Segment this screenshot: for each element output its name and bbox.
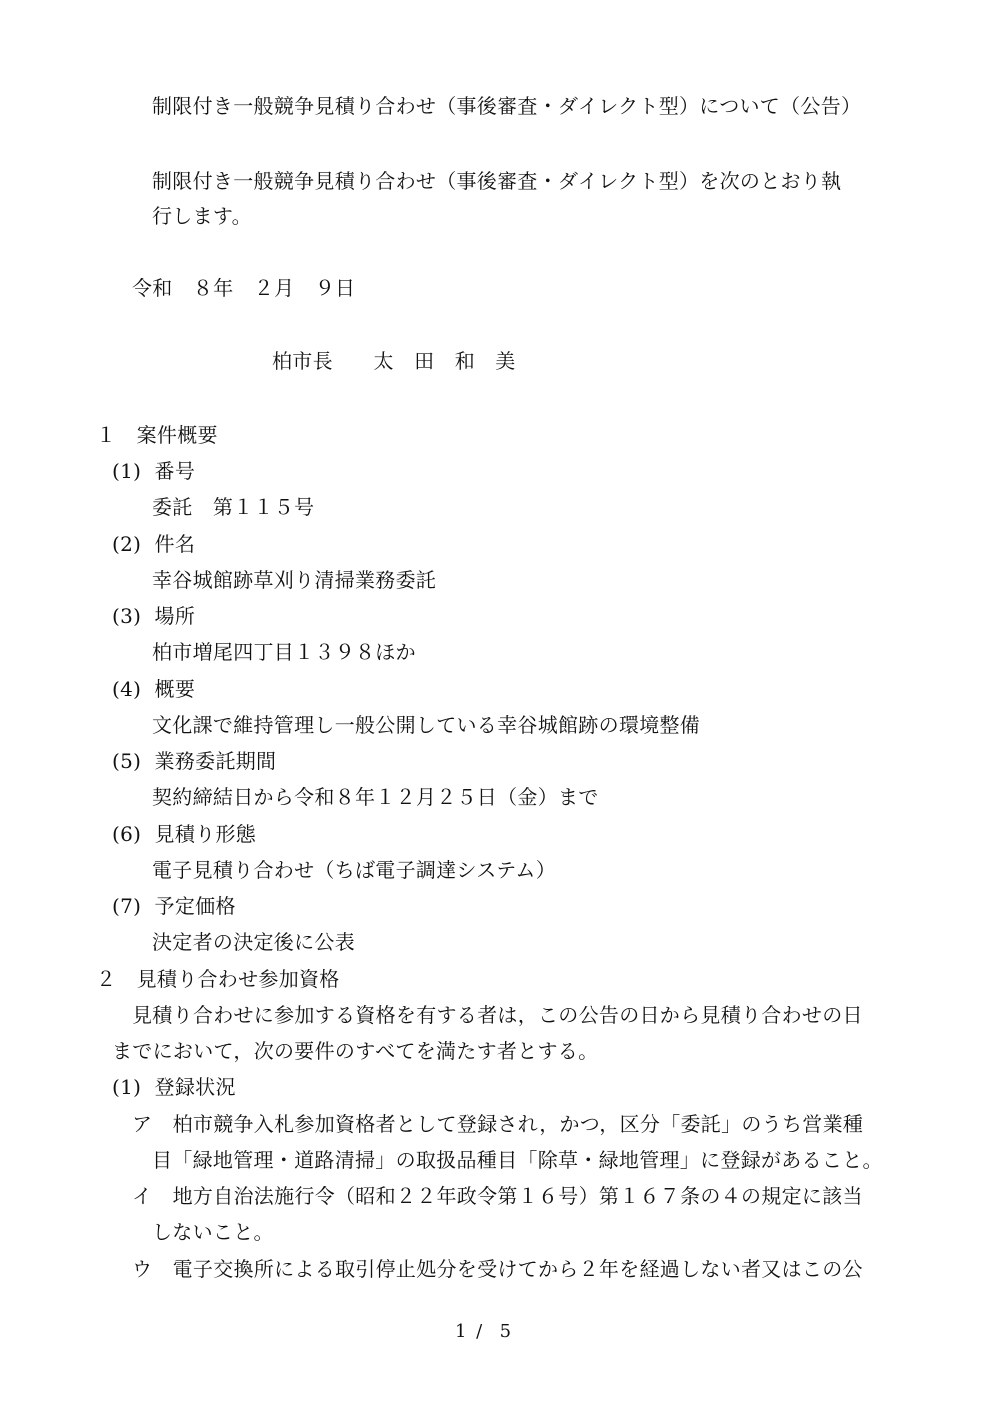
- item-label-subject: (2) 件名: [112, 532, 196, 556]
- section-heading-qualification: ２ 見積り合わせ参加資格: [96, 967, 340, 991]
- item-value-subject: 幸谷城館跡草刈り清掃業務委託: [152, 568, 437, 592]
- section-heading-overview: １ 案件概要: [96, 423, 218, 447]
- item-label-price: (7) 予定価格: [112, 894, 236, 918]
- mayor-signature: 柏市長 太 田 和 美: [272, 349, 516, 373]
- req-u-line-1: ウ 電子交換所による取引停止処分を受けてから２年を経過しない者又はこの公: [132, 1257, 863, 1281]
- req-a-line-2: 目「緑地管理・道路清掃」の取扱品種目「除草・緑地管理」に登録があること。: [152, 1148, 883, 1172]
- item-label-location: (3) 場所: [112, 604, 196, 628]
- req-a-line-1: ア 柏市競争入札参加資格者として登録され，かつ，区分「委託」のうち営業種: [132, 1112, 864, 1136]
- item-value-period: 契約締結日から令和８年１２月２５日（金）まで: [152, 785, 599, 809]
- item-label-summary: (4) 概要: [112, 677, 196, 701]
- qualification-para-line-2: までにおいて，次の要件のすべてを満たす者とする。: [112, 1039, 599, 1063]
- document-title: 制限付き一般競争見積り合わせ（事後審査・ダイレクト型）について（公告）: [152, 94, 862, 118]
- item-value-price: 決定者の決定後に公表: [152, 930, 355, 954]
- req-i-line-2: しないこと。: [152, 1220, 274, 1244]
- item-label-quote-form: (6) 見積り形態: [112, 822, 257, 846]
- qualification-para-line-1: 見積り合わせに参加する資格を有する者は，この公告の日から見積り合わせの日: [132, 1003, 863, 1027]
- item-value-location: 柏市増尾四丁目１３９８ほか: [152, 640, 416, 664]
- intro-line-1: 制限付き一般競争見積り合わせ（事後審査・ダイレクト型）を次のとおり執: [152, 169, 842, 193]
- item-label-period: (5) 業務委託期間: [112, 749, 277, 773]
- req-i-line-1: イ 地方自治法施行令（昭和２２年政令第１６号）第１６７条の４の規定に該当: [132, 1184, 863, 1208]
- notice-date: 令和 ８年 ２月 ９日: [132, 276, 356, 300]
- item-value-summary: 文化課で維持管理し一般公開している幸谷城館跡の環境整備: [152, 713, 701, 737]
- item-value-number: 委託 第１１５号: [152, 495, 315, 519]
- page-number: 1 / 5: [455, 1321, 514, 1342]
- sub-label-registration: (1) 登録状況: [112, 1075, 236, 1099]
- item-label-number: (1) 番号: [112, 459, 196, 483]
- item-value-quote-form: 電子見積り合わせ（ちば電子調達システム）: [152, 858, 556, 882]
- intro-line-2: 行します。: [152, 204, 252, 228]
